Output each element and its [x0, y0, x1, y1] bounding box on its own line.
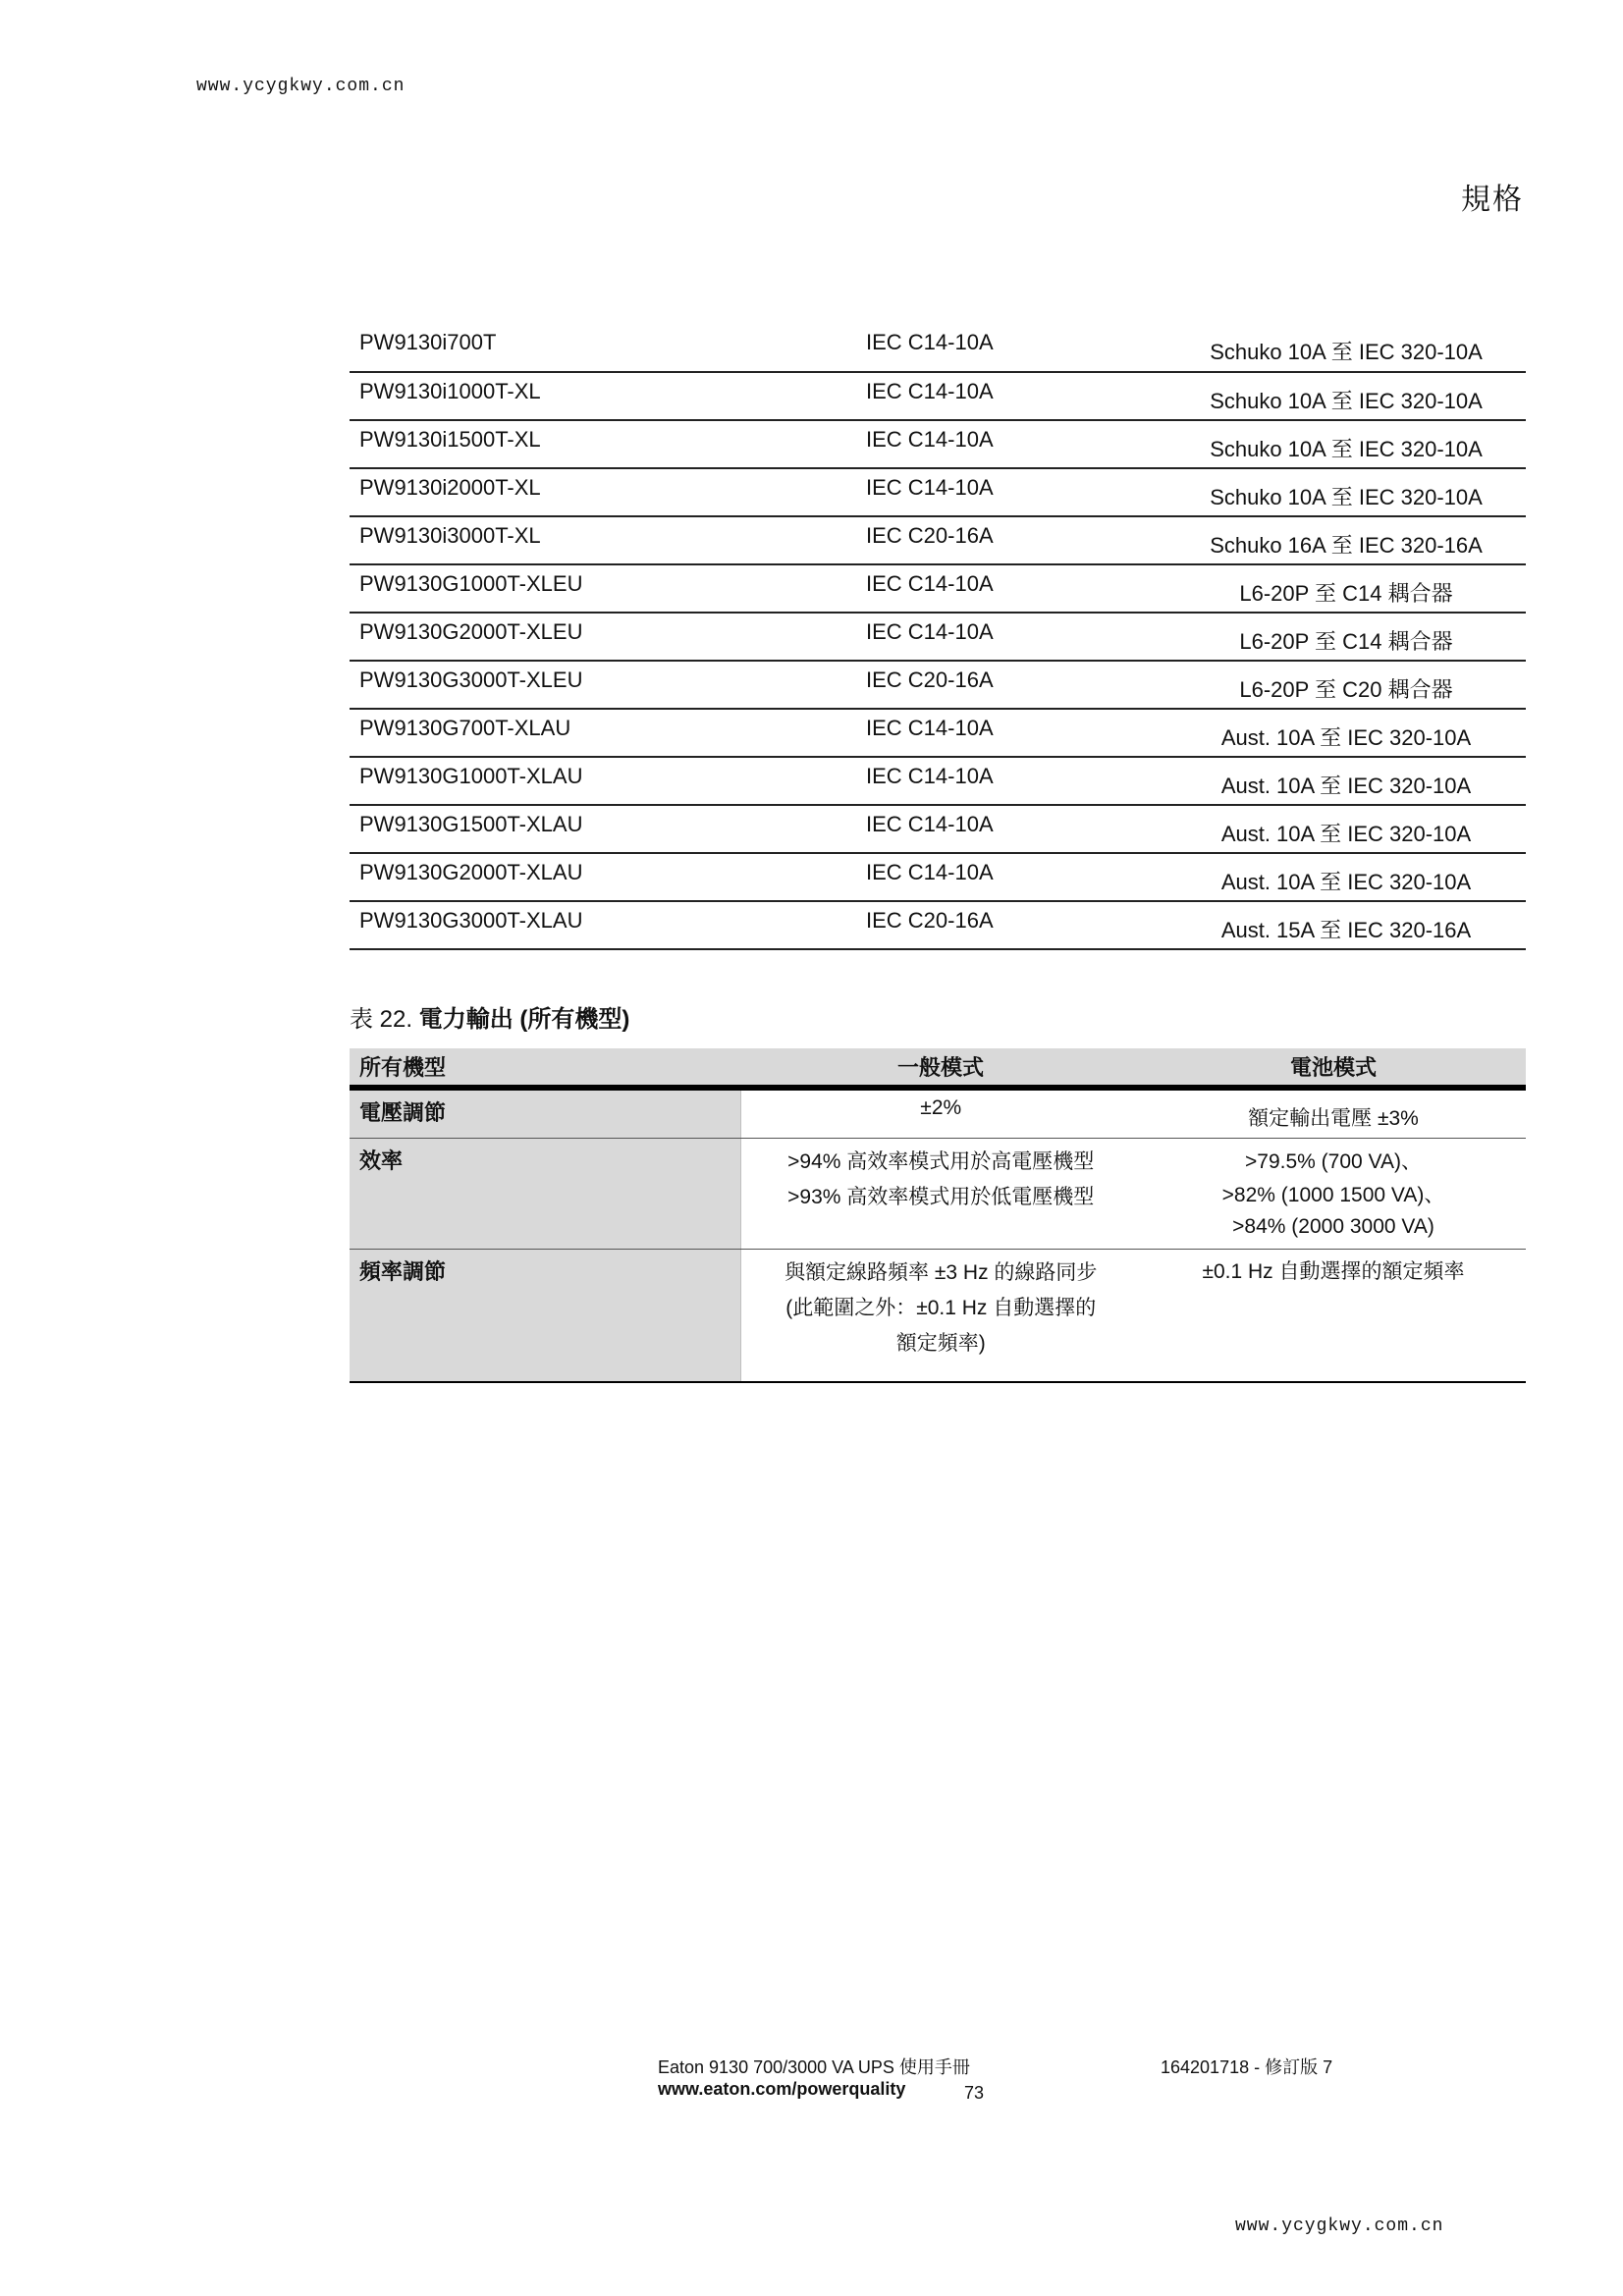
header-all-models: 所有機型: [350, 1048, 740, 1088]
cell-cord-type: Aust. 10A 至 IEC 320-10A: [1166, 805, 1526, 853]
cell-model: PW9130G2000T-XLEU: [350, 613, 856, 661]
cell-cord-type: Aust. 10A 至 IEC 320-10A: [1166, 757, 1526, 805]
footer-url: www.ycygkwy.com.cn: [1235, 2216, 1444, 2236]
cell-cord-type: Schuko 10A 至 IEC 320-10A: [1166, 420, 1526, 468]
cell-cord-type: Aust. 10A 至 IEC 320-10A: [1166, 709, 1526, 757]
page-number: 73: [964, 2083, 985, 2103]
table-row: [350, 468, 1526, 516]
header-url: www.ycygkwy.com.cn: [196, 77, 406, 96]
cell-voltage-battery: 額定輸出電壓 ±3%: [1141, 1088, 1526, 1139]
row-label-frequency: 頻率調節: [350, 1250, 740, 1383]
cell-model: PW9130G1000T-XLAU: [350, 757, 856, 805]
table-caption: [350, 999, 629, 1034]
cell-input-connector: IEC C20-16A: [856, 661, 1166, 709]
cell-model: PW9130G2000T-XLAU: [350, 853, 856, 901]
footer-doc-number: 164201718 - 修訂版 7: [1161, 2057, 1333, 2077]
efficiency-normal-line: >93% 高效率模式用於低電壓機型: [787, 1186, 1095, 1208]
table-row: [350, 1088, 1526, 1139]
frequency-normal-line: 額定頻率): [895, 1332, 986, 1355]
table-row: [350, 757, 1526, 805]
table-row: [350, 1139, 1526, 1250]
table-row: [350, 516, 1526, 564]
cell-input-connector: IEC C14-10A: [856, 468, 1166, 516]
cell-input-connector: IEC C14-10A: [856, 372, 1166, 420]
table-row: [350, 372, 1526, 420]
frequency-normal-line: (此範圍之外：±0.1 Hz 自動選擇的: [785, 1297, 1097, 1319]
cell-model: PW9130G1000T-XLEU: [350, 564, 856, 613]
cell-cord-type: Aust. 10A 至 IEC 320-10A: [1166, 853, 1526, 901]
cell-efficiency-battery: [1141, 1139, 1526, 1250]
cell-input-connector: IEC C14-10A: [856, 324, 1166, 372]
cell-voltage-normal: ±2%: [740, 1088, 1141, 1139]
efficiency-battery-line: >79.5% (700 VA)、: [1245, 1150, 1422, 1173]
cell-cord-type: Schuko 16A 至 IEC 320-16A: [1166, 516, 1526, 564]
cell-model: PW9130G700T-XLAU: [350, 709, 856, 757]
cell-input-connector: IEC C20-16A: [856, 901, 1166, 949]
cell-cord-type: Schuko 10A 至 IEC 320-10A: [1166, 468, 1526, 516]
cell-input-connector: IEC C14-10A: [856, 805, 1166, 853]
cell-model: PW9130G1500T-XLAU: [350, 805, 856, 853]
cell-input-connector: IEC C20-16A: [856, 516, 1166, 564]
table-row: [350, 709, 1526, 757]
cell-model: PW9130G3000T-XLEU: [350, 661, 856, 709]
cell-cord-type: L6-20P 至 C20 耦合器: [1166, 661, 1526, 709]
cell-cord-type: L6-20P 至 C14 耦合器: [1166, 564, 1526, 613]
cell-model: PW9130i3000T-XL: [350, 516, 856, 564]
power-cord-table: [350, 324, 1526, 950]
cell-cord-type: Aust. 15A 至 IEC 320-16A: [1166, 901, 1526, 949]
power-output-table: [350, 1048, 1526, 1383]
footer-left: [658, 2054, 985, 2103]
table-row: [350, 853, 1526, 901]
cell-cord-type: L6-20P 至 C14 耦合器: [1166, 613, 1526, 661]
footer-website: www.eaton.com/powerquality: [658, 2079, 906, 2099]
cell-efficiency-normal: [740, 1139, 1141, 1250]
efficiency-normal-line: >94% 高效率模式用於高電壓機型: [787, 1150, 1095, 1173]
cell-input-connector: IEC C14-10A: [856, 709, 1166, 757]
table-row: [350, 564, 1526, 613]
header-normal-mode: 一般模式: [740, 1048, 1141, 1088]
cell-input-connector: IEC C14-10A: [856, 853, 1166, 901]
section-title: 規格: [1461, 184, 1524, 216]
cell-input-connector: IEC C14-10A: [856, 564, 1166, 613]
footer-manual-title: Eaton 9130 700/3000 VA UPS 使用手冊: [658, 2057, 970, 2077]
header-battery-mode: 電池模式: [1141, 1048, 1526, 1088]
table-row: [350, 901, 1526, 949]
row-label-efficiency: 效率: [350, 1139, 740, 1250]
cell-cord-type: Schuko 10A 至 IEC 320-10A: [1166, 372, 1526, 420]
row-label-voltage: 電壓調節: [350, 1088, 740, 1139]
cell-input-connector: IEC C14-10A: [856, 613, 1166, 661]
efficiency-battery-line: >84% (2000 3000 VA): [1232, 1215, 1434, 1238]
cell-input-connector: IEC C14-10A: [856, 420, 1166, 468]
cell-model: PW9130G3000T-XLAU: [350, 901, 856, 949]
table-row: [350, 661, 1526, 709]
cell-model: PW9130i1500T-XL: [350, 420, 856, 468]
cell-frequency-battery: ±0.1 Hz 自動選擇的額定頻率: [1141, 1250, 1526, 1383]
table-row: [350, 805, 1526, 853]
table-row: [350, 324, 1526, 372]
frequency-normal-line: 與額定線路頻率 ±3 Hz 的線路同步: [784, 1261, 1098, 1284]
table-row: [350, 420, 1526, 468]
cell-model: PW9130i1000T-XL: [350, 372, 856, 420]
table-caption-number: 表 22.: [350, 1006, 413, 1033]
cell-input-connector: IEC C14-10A: [856, 757, 1166, 805]
table-caption-text: 電力輸出 (所有機型): [418, 1006, 630, 1033]
cell-frequency-normal: [740, 1250, 1141, 1383]
cell-cord-type: Schuko 10A 至 IEC 320-10A: [1166, 324, 1526, 372]
table-row: [350, 1250, 1526, 1383]
table-header-row: [350, 1048, 1526, 1088]
table-row: [350, 613, 1526, 661]
efficiency-battery-line: >82% (1000 1500 VA)、: [1221, 1184, 1445, 1206]
cell-model: PW9130i700T: [350, 324, 856, 372]
cell-model: PW9130i2000T-XL: [350, 468, 856, 516]
